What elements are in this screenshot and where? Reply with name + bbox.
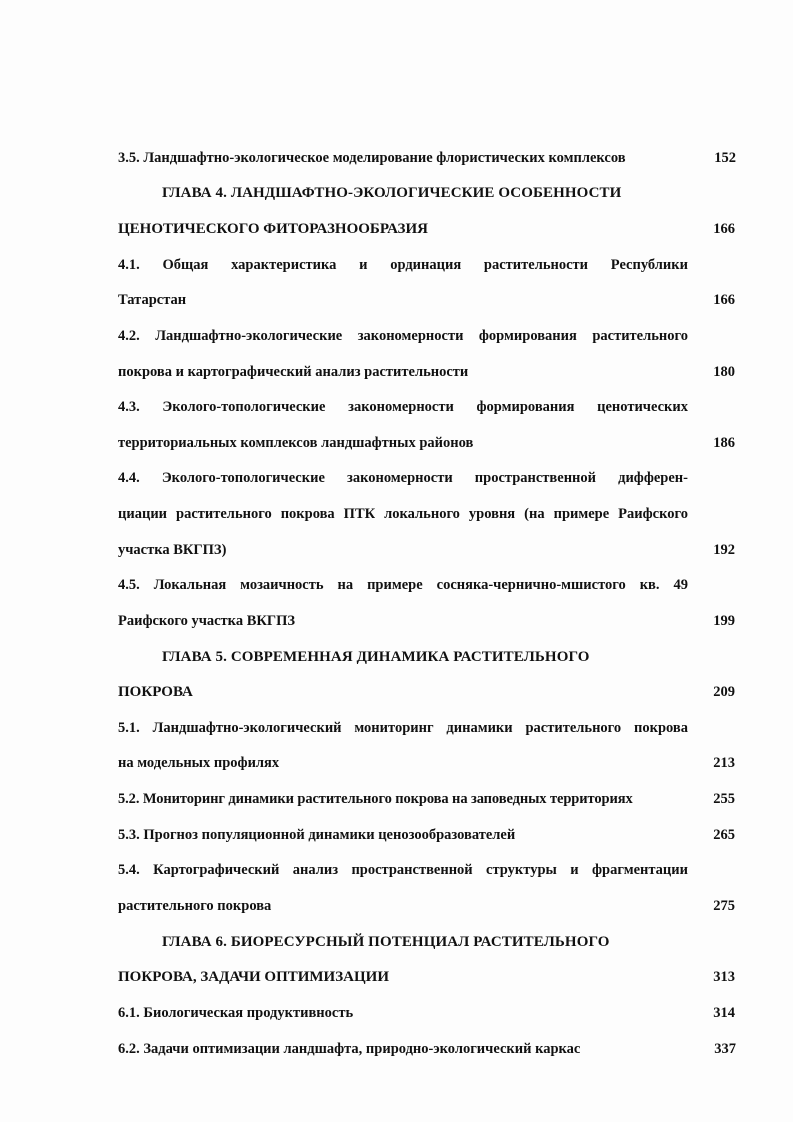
toc-entry-4-5: 4.5. Локальная мозаичность на примере сосняка-чернично-мшистого кв. 49	[118, 577, 688, 593]
toc-page-number: 152	[714, 150, 736, 166]
toc-page-number: 313	[713, 969, 735, 985]
chapter-5-heading: ГЛАВА 5. СОВРЕМЕННАЯ ДИНАМИКА РАСТИТЕЛЬНОГО	[162, 649, 590, 665]
toc-page-number: 166	[713, 292, 735, 308]
toc-entry-5-3: 5.3. Прогноз популяционной динамики ценозообразователей	[118, 827, 516, 843]
chapter-4-heading: ГЛАВА 4. ЛАНДШАФТНО-ЭКОЛОГИЧЕСКИЕ ОСОБЕННОСТИ	[162, 185, 622, 201]
toc-page-number: 209	[713, 684, 735, 700]
toc-entry-4-1-cont: Татарстан	[118, 292, 187, 308]
toc-page-number: 180	[713, 364, 735, 380]
toc-page-number: 213	[713, 755, 735, 771]
chapter-6-heading-cont: ПОКРОВА, ЗАДАЧИ ОПТИМИЗАЦИИ	[118, 969, 389, 985]
toc-page-number: 255	[713, 791, 735, 807]
toc-page-number: 186	[713, 435, 735, 451]
toc-page-number: 314	[713, 1005, 735, 1021]
toc-entry-5-1: 5.1. Ландшафтно-экологический мониторинг динамики растительного покрова	[118, 720, 688, 736]
toc-page-number: 192	[713, 542, 735, 558]
toc-entry-4-4-end: участка ВКГПЗ)	[118, 542, 227, 558]
toc-entry-4-1: 4.1. Общая характеристика и ординация растительности Республики	[118, 257, 688, 273]
toc-entry-6-2: 6.2. Задачи оптимизации ландшафта, природно-экологический каркас	[118, 1041, 581, 1057]
toc-entry-5-4-cont: растительного покрова	[118, 898, 272, 914]
toc-page-number: 337	[714, 1041, 736, 1057]
toc-entry-4-3-cont: территориальных комплексов ландшафтных районов	[118, 435, 474, 451]
toc-entry-5-1-cont: на модельных профилях	[118, 755, 280, 771]
toc-entry-6-1: 6.1. Биологическая продуктивность	[118, 1005, 354, 1021]
toc-page-number: 166	[713, 221, 735, 237]
toc-page-number: 265	[713, 827, 735, 843]
chapter-4-heading-cont: ЦЕНОТИЧЕСКОГО ФИТОРАЗНООБРАЗИЯ	[118, 221, 428, 237]
toc-entry-4-2: 4.2. Ландшафтно-экологические закономерности формирования растительного	[118, 328, 688, 344]
chapter-5-heading-cont: ПОКРОВА	[118, 684, 193, 700]
toc-entry-4-2-cont: покрова и картографический анализ растительности	[118, 364, 469, 380]
chapter-6-heading: ГЛАВА 6. БИОРЕСУРСНЫЙ ПОТЕНЦИАЛ РАСТИТЕЛЬНОГО	[162, 934, 610, 950]
toc-page-number: 275	[713, 898, 735, 914]
toc-entry-4-5-cont: Раифского участка ВКГПЗ	[118, 613, 296, 629]
toc-page-number: 199	[713, 613, 735, 629]
toc-entry-4-3: 4.3. Эколого-топологические закономерности формирования ценотических	[118, 399, 688, 415]
toc-entry-4-4: 4.4. Эколого-топологические закономерности пространственной дифферен-	[118, 470, 688, 486]
toc-entry-5-4: 5.4. Картографический анализ пространственной структуры и фрагментации	[118, 862, 688, 878]
toc-entry-4-4-cont: циации растительного покрова ПТК локального уровня (на примере Раифского	[118, 506, 688, 522]
toc-entry-5-2: 5.2. Мониторинг динамики растительного покрова на заповедных территориях	[118, 791, 633, 807]
toc-entry-3-5: 3.5. Ландшафтно-экологическое моделирование флористических комплексов	[118, 150, 626, 166]
